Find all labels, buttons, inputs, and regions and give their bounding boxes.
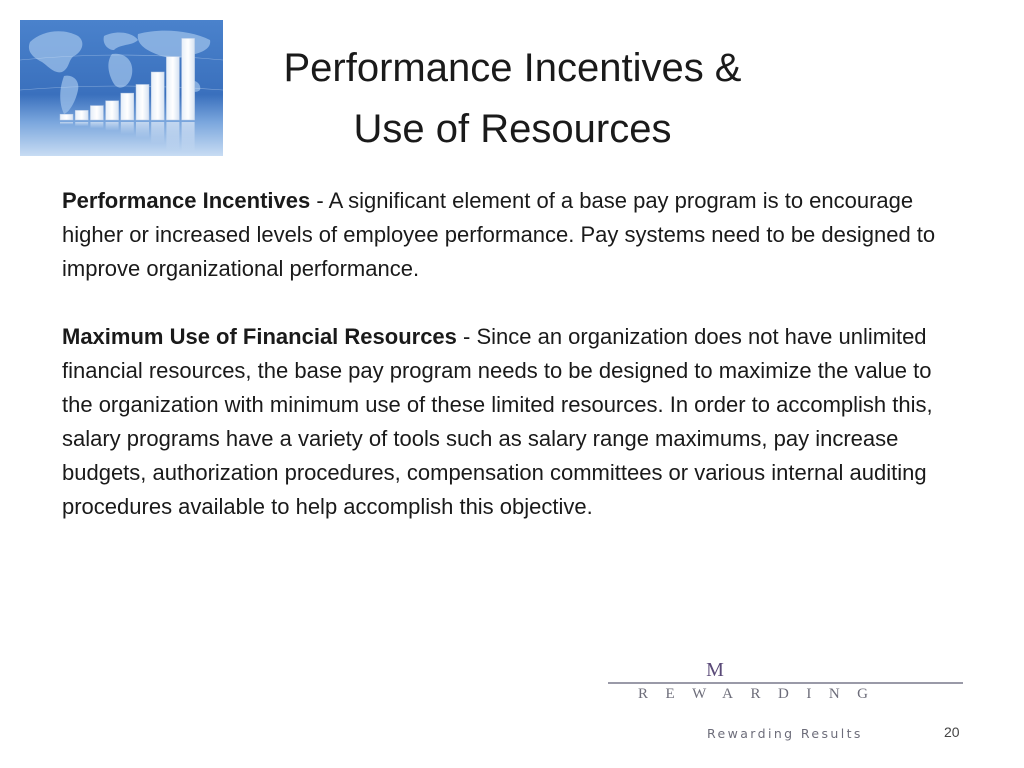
- chart-bar-reflection: [136, 122, 149, 138]
- logo-wordmark: REWARDING: [638, 686, 886, 702]
- chart-bar-reflection: [166, 122, 179, 151]
- chart-bar: [121, 93, 134, 120]
- page-number: 20: [944, 724, 960, 740]
- title-line-2: Use of Resources: [353, 107, 672, 151]
- chart-bar-reflection: [151, 122, 164, 144]
- chart-bar: [136, 84, 149, 120]
- slide-title: [225, 38, 800, 160]
- logo-monogram: M: [706, 659, 724, 681]
- logo-tagline: Rewarding Results: [707, 726, 863, 741]
- chart-bar-reflection: [75, 122, 88, 126]
- term-performance-incentives: Performance Incentives: [62, 188, 311, 213]
- chart-bar-reflection: [182, 122, 195, 152]
- chart-bar-reflection: [90, 122, 103, 128]
- chart-bar: [166, 57, 179, 120]
- slide-body: [62, 184, 967, 558]
- chart-bar: [90, 106, 103, 120]
- title-line-1: Performance Incentives &: [283, 46, 742, 90]
- chart-bar: [151, 72, 164, 120]
- paragraph-text: - Since an organization does not have unlimited financial resources, the base pay program needs to be designed to maximize the value to the organization with minimum use of these limited resources. In order to accomplish this, salary programs have a variety of tools such as salary range maximums, pay increase budgets, authorization procedures, compensation committees or various internal auditing procedures available to help accomplish this objective.: [62, 324, 933, 519]
- term-financial-resources: Maximum Use of Financial Resources: [62, 324, 457, 349]
- chart-bar: [182, 38, 195, 120]
- chart-bar: [60, 114, 73, 120]
- paragraph-text: - A significant element of a base pay program is to encourage higher or increased levels of employee performance. Pay systems need to be designed to improve organizational performance.: [62, 188, 936, 281]
- chart-bar: [106, 101, 119, 120]
- chart-bar-reflection: [106, 122, 119, 131]
- header-image-graphic: [20, 20, 223, 156]
- chart-bar: [75, 110, 88, 120]
- chart-bar-reflection: [121, 122, 134, 134]
- paragraph-performance-incentives: [62, 184, 967, 286]
- chart-bar-reflection: [60, 122, 73, 125]
- logo-divider: [608, 682, 963, 684]
- rewarding-logo: [608, 656, 963, 751]
- world-map-bar-chart-icon: [20, 20, 223, 156]
- paragraph-financial-resources: [62, 320, 967, 524]
